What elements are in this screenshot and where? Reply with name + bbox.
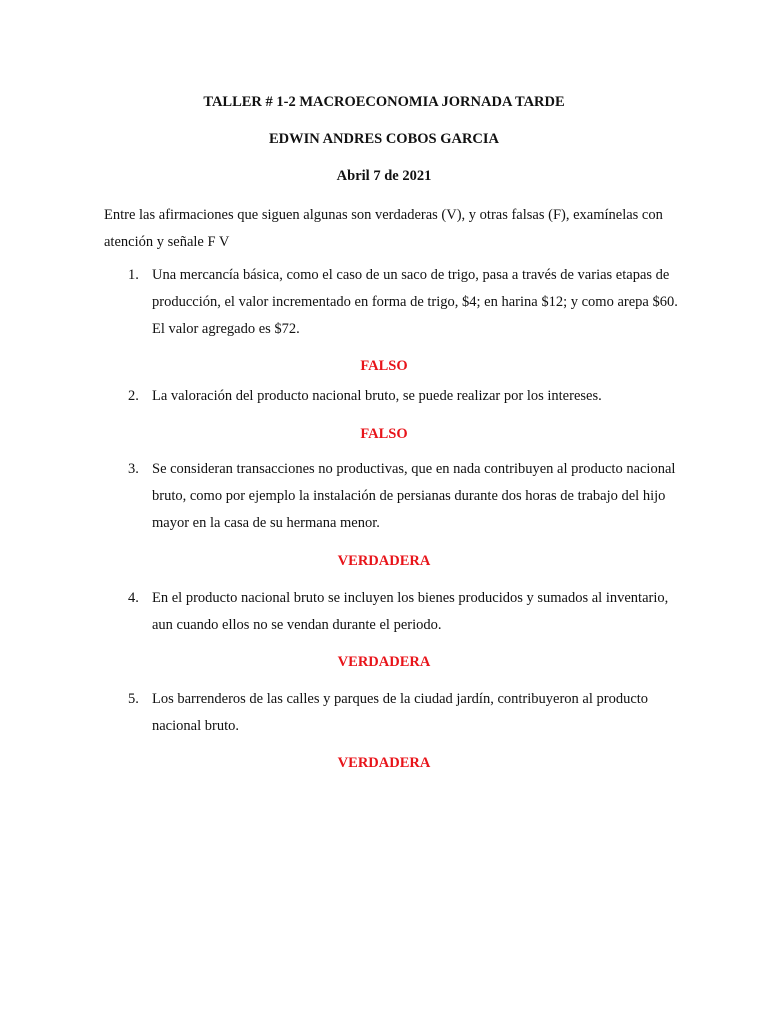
item-text: Una mercancía básica, como el caso de un saco de trigo, pasa a través de varias etapas de producción, el valor incrementado en forma de trigo, $4; en harina $12; y como arepa $60. El valor agregado es $72. bbox=[152, 267, 678, 337]
intro-paragraph: Entre las afirmaciones que siguen algunas son verdaderas (V), y otras falsas (F), examínelas con atención y señale F V bbox=[104, 207, 663, 250]
list-item bbox=[104, 456, 684, 537]
item-number: 5. bbox=[128, 691, 139, 707]
item-text: Se consideran transacciones no productivas, que en nada contribuyen al producto nacional bruto, como por ejemplo la instalación de persianas durante dos horas de trabajo del hijo mayor en la casa de su hermana menor. bbox=[152, 461, 676, 531]
item-number: 3. bbox=[128, 461, 139, 477]
list-item bbox=[104, 585, 684, 639]
list-item bbox=[104, 686, 684, 740]
list-item bbox=[104, 262, 684, 343]
item-text: Los barrenderos de las calles y parques de la ciudad jardín, contribuyeron al producto nacional bruto. bbox=[152, 691, 649, 734]
answer-label: VERDADERA bbox=[337, 553, 431, 569]
author-name: EDWIN ANDRES COBOS GARCIA bbox=[268, 131, 500, 147]
document-title: TALLER # 1-2 MACROECONOMIA JORNADA TARDE bbox=[203, 94, 565, 110]
item-number: 4. bbox=[128, 590, 139, 606]
document-date: Abril 7 de 2021 bbox=[336, 168, 432, 184]
answer-label: FALSO bbox=[360, 426, 408, 442]
list-item bbox=[104, 383, 684, 410]
item-text: En el producto nacional bruto se incluyen los bienes producidos y sumados al inventario, aun cuando ellos no se vendan durante el periodo. bbox=[152, 590, 669, 633]
answer-label: VERDADERA bbox=[337, 654, 431, 670]
answer-label: FALSO bbox=[360, 358, 408, 374]
item-text: La valoración del producto nacional bruto, se puede realizar por los intereses. bbox=[152, 388, 602, 404]
item-number: 1. bbox=[128, 267, 139, 283]
answer-label: VERDADERA bbox=[337, 755, 431, 771]
item-number: 2. bbox=[128, 388, 139, 404]
